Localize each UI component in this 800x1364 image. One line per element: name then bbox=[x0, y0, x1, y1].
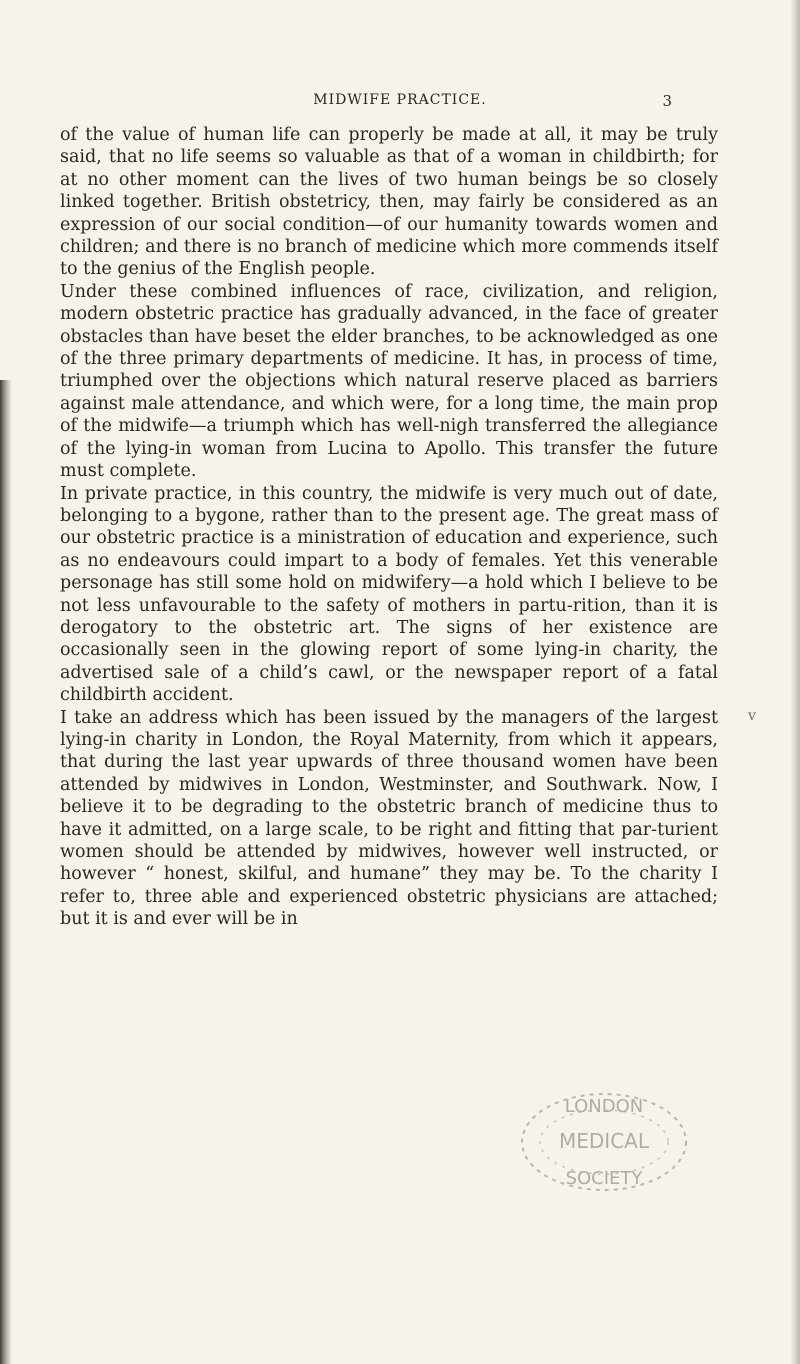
stamp-graphic bbox=[514, 1082, 694, 1202]
stamp-line-2: MEDICAL bbox=[559, 1129, 649, 1153]
stamp-line-1: LONDON bbox=[564, 1096, 644, 1117]
page-edge-shadow bbox=[790, 0, 800, 1364]
margin-mark: v bbox=[748, 708, 756, 724]
running-head: MIDWIFE PRACTICE. bbox=[313, 92, 487, 108]
body-text bbox=[60, 124, 718, 931]
paragraph-2: Under these combined influences of race, civilization, and religion, modern obstetric practice has gradually advanced, in the face of greater obstacles than have beset the elder branches, to be acknowledged as one of the three primary departments of medicine. It has, in process of time, triumphed over the objections which natural reserve placed as barriers against male attendance, and which were, for a long time, the main prop of the midwife—a triumph which has well-nigh transferred the allegiance of the lying-in woman from Lucina to Apollo. This transfer the future must complete. bbox=[60, 281, 718, 482]
paragraph-1: of the value of human life can properly be made at all, it may be truly said, that no life seems so valuable as that of a woman in childbirth; for at no other moment can the lives of two human beings be so closely linked together. British obstetricy, then, may fairly be considered as an expression of our social condition—of our humanity towards women and children; and there is no branch of medicine which more commends itself to the genius of the English people. bbox=[60, 125, 718, 280]
paragraph-3: In private practice, in this country, the midwife is very much out of date, belonging to a bygone, rather than to the present age. The great mass of our obstetric practice is a ministration of education and experience, such as no endeavours could impart to a body of females. Yet this venerable personage has still some hold on midwifery—a hold which I believe to be not less unfavourable to the safety of mothers in partu-rition, than it is derogatory to the obstetric art. The signs of her existence are occasionally seen in the glowing report of some lying-in charity, the advertised sale of a child’s cawl, or the newspaper report of a fatal childbirth accident. bbox=[60, 483, 718, 706]
page-number: 3 bbox=[662, 92, 672, 110]
page-header bbox=[0, 92, 800, 116]
library-stamp bbox=[514, 1082, 694, 1202]
stamp-line-3: SOCIETY bbox=[565, 1168, 643, 1189]
page-binding-shadow bbox=[0, 380, 12, 1364]
paragraph-4: I take an address which has been issued by the managers of the largest lying-in charity in London, the Royal Maternity, from which it appears, that during the last year upwards of three thousand women have been attended by midwives in London, Westminster, and Southwark. Now, I believe it to be degrading to the obstetric branch of medicine thus to have it admitted, on a large scale, to be right and fitting that par-turient women should be attended by midwives, however well instructed, or however “ honest, skilful, and humane” they may be. To the charity I refer to, three able and experienced obstetric physicians are attached; but it is and ever will be in bbox=[60, 707, 718, 930]
